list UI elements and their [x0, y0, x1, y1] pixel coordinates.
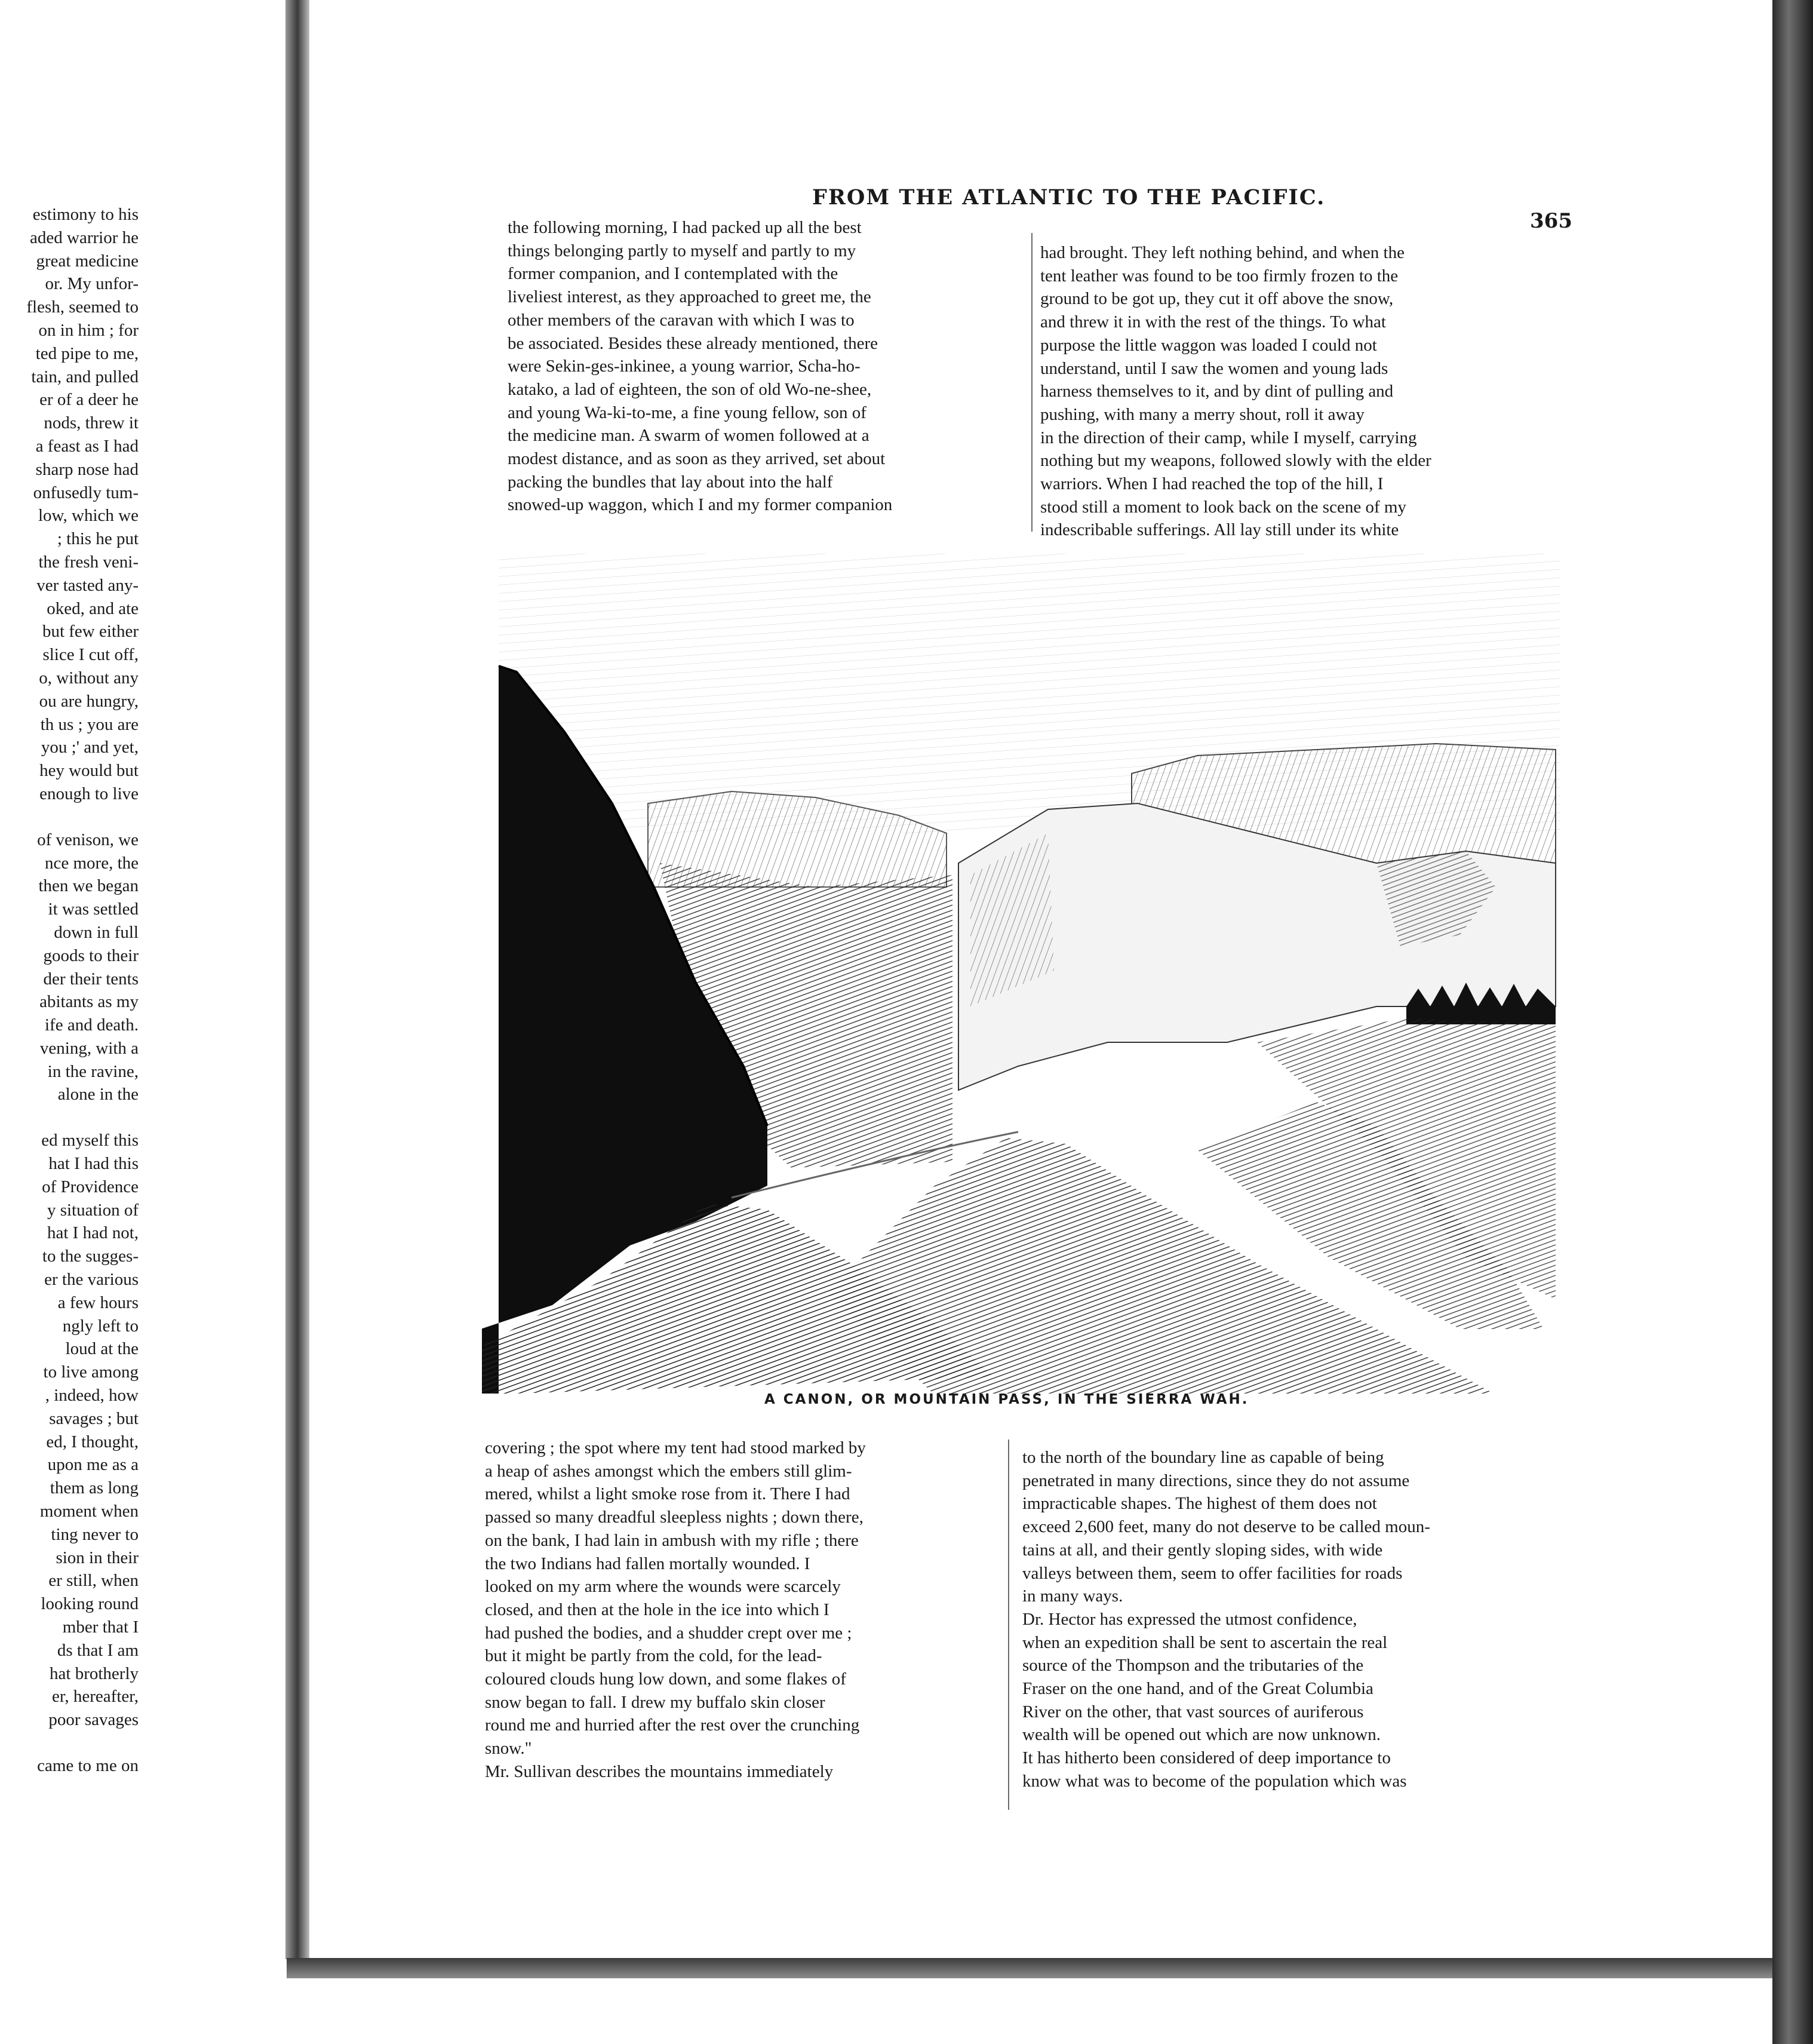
text-line: er of a deer he [39, 390, 139, 410]
text-line: a feast as I had [35, 436, 139, 456]
text-line: a few hours [57, 1293, 139, 1312]
text-line: liveliest interest, as they approached to greet me, the [508, 287, 871, 307]
text-line: looking round [41, 1594, 139, 1614]
text-line: flesh, seemed to [26, 297, 139, 317]
illustration-caption: A CANON, OR MOUNTAIN PASS, IN THE SIERRA WAH. [764, 1392, 1249, 1407]
text-line: ed myself this [41, 1131, 139, 1150]
running-title: FROM THE ATLANTIC TO THE PACIFIC. [812, 185, 1326, 210]
text-line: understand, until I saw the women and young lads [1040, 358, 1388, 378]
text-line: ground to be got up, they cut it off above the snow, [1040, 289, 1394, 309]
text-line: of venison, we [37, 830, 139, 849]
text-line: y situation of [47, 1200, 139, 1220]
text-line: hey would but [39, 761, 139, 781]
text-line: tain, and pulled [31, 367, 139, 386]
text-line: er, hereafter, [52, 1687, 139, 1707]
text-line: to live among [43, 1362, 139, 1382]
text-line: pushing, with many a merry shout, roll it away [1040, 404, 1365, 424]
text-line: to the north of the boundary line as capable of being [1022, 1448, 1384, 1467]
text-line: stood still a moment to look back on the scene of my [1040, 497, 1406, 517]
text-line: and threw it in with the rest of the things. To what [1040, 312, 1386, 332]
text-line: had brought. They left nothing behind, and when the [1040, 243, 1405, 262]
text-line: looked on my arm where the wounds were scarcely [485, 1577, 841, 1597]
text-line: in the ravine, [47, 1061, 139, 1081]
text-line: on the bank, I had lain in ambush with my rifle ; there [485, 1530, 859, 1550]
text-line: in many ways. [1022, 1586, 1123, 1606]
text-line: former companion, and I contemplated with the [508, 264, 838, 284]
text-line: to the sugges- [42, 1247, 139, 1266]
text-line: goods to their [43, 946, 139, 965]
text-line: hat I had not, [47, 1223, 139, 1243]
text-line: source of the Thompson and the tributaries of the [1022, 1656, 1364, 1675]
text-line: nothing but my weapons, followed slowly with the elder [1040, 451, 1431, 471]
text-line: packing the bundles that lay about into the half [508, 472, 833, 492]
text-line: or. My unfor- [45, 274, 139, 294]
text-line: on in him ; for [38, 320, 139, 340]
text-line: tains at all, and their gently sloping sides, with wide [1022, 1540, 1383, 1560]
text-line: enough to live [39, 784, 139, 803]
text-line: in the direction of their camp, while I myself, carrying [1040, 428, 1417, 447]
text-line: It has hitherto been considered of deep importance to [1022, 1748, 1391, 1768]
text-line: moment when [39, 1502, 139, 1521]
text-line: sharp nose had [35, 459, 139, 479]
text-line: hat I had this [48, 1154, 139, 1174]
text-line: onfusedly tum- [33, 483, 139, 502]
text-line: er the various [44, 1270, 139, 1290]
text-line: indescribable sufferings. All lay still under its white [1040, 520, 1399, 540]
top-left-column [508, 216, 1027, 517]
text-line: closed, and then at the hole in the ice into which I [485, 1600, 829, 1619]
text-line: down in full [54, 922, 139, 942]
text-line: abitants as my [39, 992, 139, 1012]
text-line: exceed 2,600 feet, many do not deserve to be called moun- [1022, 1517, 1430, 1537]
text-line: impracticable shapes. The highest of them does not [1022, 1494, 1377, 1514]
text-line: then we began [38, 876, 139, 896]
bottom-left-column [485, 1437, 998, 1784]
paragraph-gap [0, 1106, 139, 1129]
canyon-engraving [481, 553, 1562, 1395]
text-line: warriors. When I had reached the top of the hill, I [1040, 474, 1384, 494]
text-line: ds that I am [57, 1640, 139, 1660]
text-line: passed so many dreadful sleepless nights ; down there, [485, 1508, 864, 1527]
text-line: ting never to [51, 1524, 139, 1544]
text-line: modest distance, and as soon as they arrived, set about [508, 449, 886, 469]
text-line: came to me on [37, 1756, 139, 1775]
text-line: snow began to fall. I drew my buffalo skin closer [485, 1692, 825, 1712]
text-line: der their tents [43, 969, 139, 989]
text-line: hat brotherly [50, 1664, 139, 1683]
text-line: ngly left to [62, 1316, 139, 1336]
text-line: ed, I thought, [46, 1432, 139, 1451]
page-edge [1772, 0, 1813, 2044]
text-line: katako, a lad of eighteen, the son of old Wo-ne-shee, [508, 379, 872, 399]
text-line: it was settled [48, 900, 139, 919]
text-line: of Providence [42, 1177, 139, 1196]
text-line: poor savages [48, 1710, 139, 1730]
text-line: oked, and ate [47, 599, 139, 618]
text-line: ife and death. [44, 1015, 139, 1035]
text-line: purpose the little waggon was loaded I could not [1040, 335, 1377, 355]
text-line: round me and hurried after the rest over the crunching [485, 1715, 860, 1735]
text-line: ; this he put [57, 529, 139, 549]
text-line: snow." [485, 1739, 532, 1758]
text-line: had pushed the bodies, and a shudder crept over me ; [485, 1623, 852, 1643]
text-line: things belonging partly to myself and partly to my [508, 241, 856, 260]
top-right-column [1040, 241, 1560, 542]
text-line: the fresh veni- [38, 552, 139, 572]
text-line: a heap of ashes amongst which the embers still glim- [485, 1461, 852, 1481]
text-line: mered, whilst a light smoke rose from it. There I had [485, 1484, 850, 1504]
text-line: slice I cut off, [42, 645, 139, 665]
text-line: River on the other, that vast sources of auriferous [1022, 1702, 1364, 1721]
text-line: but few either [42, 622, 139, 642]
text-line: other members of the caravan with which I was to [508, 310, 855, 330]
text-line: th us ; you are [40, 714, 139, 734]
text-line: ou are hungry, [39, 691, 139, 711]
text-line: covering ; the spot where my tent had stood marked by [485, 1438, 866, 1457]
text-line: upon me as a [47, 1455, 139, 1475]
text-line: be associated. Besides these already mentioned, there [508, 333, 878, 353]
book-gutter [285, 0, 309, 1959]
text-line: know what was to become of the population which was [1022, 1771, 1407, 1791]
paragraph-gap [0, 1732, 139, 1754]
paragraph-gap [0, 806, 139, 828]
text-line: sion in their [56, 1548, 139, 1567]
text-line: o, without any [39, 668, 139, 688]
text-line: great medicine [36, 251, 139, 271]
text-line: but it might be partly from the cold, for the lead- [485, 1646, 822, 1666]
text-line: penetrated in many directions, since they do not assume [1022, 1471, 1410, 1490]
text-line: low, which we [38, 506, 139, 526]
text-line: coloured clouds hung low down, and some flakes of [485, 1669, 846, 1689]
text-line: Mr. Sullivan describes the mountains immediately [485, 1761, 834, 1781]
text-line: aded warrior he [30, 228, 139, 247]
text-line: mber that I [62, 1618, 139, 1637]
text-line: harness themselves to it, and by dint of pulling and [1040, 382, 1394, 401]
text-line: them as long [50, 1478, 139, 1498]
text-line: estimony to his [32, 205, 139, 224]
text-line: Dr. Hector has expressed the utmost confidence, [1022, 1609, 1357, 1629]
text-line: nce more, the [44, 853, 139, 873]
text-line: ted pipe to me, [35, 343, 139, 363]
text-line: er still, when [48, 1571, 139, 1591]
column-rule [1008, 1440, 1009, 1810]
text-line: vening, with a [39, 1038, 139, 1058]
text-line: Fraser on the one hand, and of the Great Columbia [1022, 1679, 1373, 1699]
text-line: nods, threw it [44, 413, 139, 433]
text-line: savages ; but [49, 1408, 139, 1428]
text-line: the following morning, I had packed up all the best [508, 218, 862, 237]
page-bottom-edge [287, 1958, 1772, 1978]
column-rule [1031, 233, 1033, 532]
page-number: 365 [1530, 209, 1572, 233]
text-line: and young Wa-ki-to-me, a fine young fellow, son of [508, 403, 866, 422]
previous-page-text [0, 203, 139, 1778]
text-line: the medicine man. A swarm of women followed at a [508, 426, 869, 446]
text-line: loud at the [65, 1339, 139, 1359]
text-line: were Sekin-ges-inkinee, a young warrior, Scha-ho- [508, 357, 861, 376]
text-line: when an expedition shall be sent to ascertain the real [1022, 1632, 1388, 1652]
text-line: the two Indians had fallen mortally wounded. I [485, 1554, 810, 1573]
text-line: alone in the [57, 1085, 139, 1104]
text-line: ver tasted any- [36, 575, 139, 595]
bottom-right-column [1022, 1446, 1536, 1793]
text-line: tent leather was found to be too firmly frozen to the [1040, 266, 1399, 286]
text-line: wealth will be opened out which are now unknown. [1022, 1725, 1381, 1745]
text-line: snowed-up waggon, which I and my former companion [508, 495, 893, 515]
text-line: , indeed, how [45, 1386, 139, 1405]
text-line: valleys between them, seem to offer facilities for roads [1022, 1563, 1403, 1583]
text-line: you ;' and yet, [41, 738, 139, 757]
